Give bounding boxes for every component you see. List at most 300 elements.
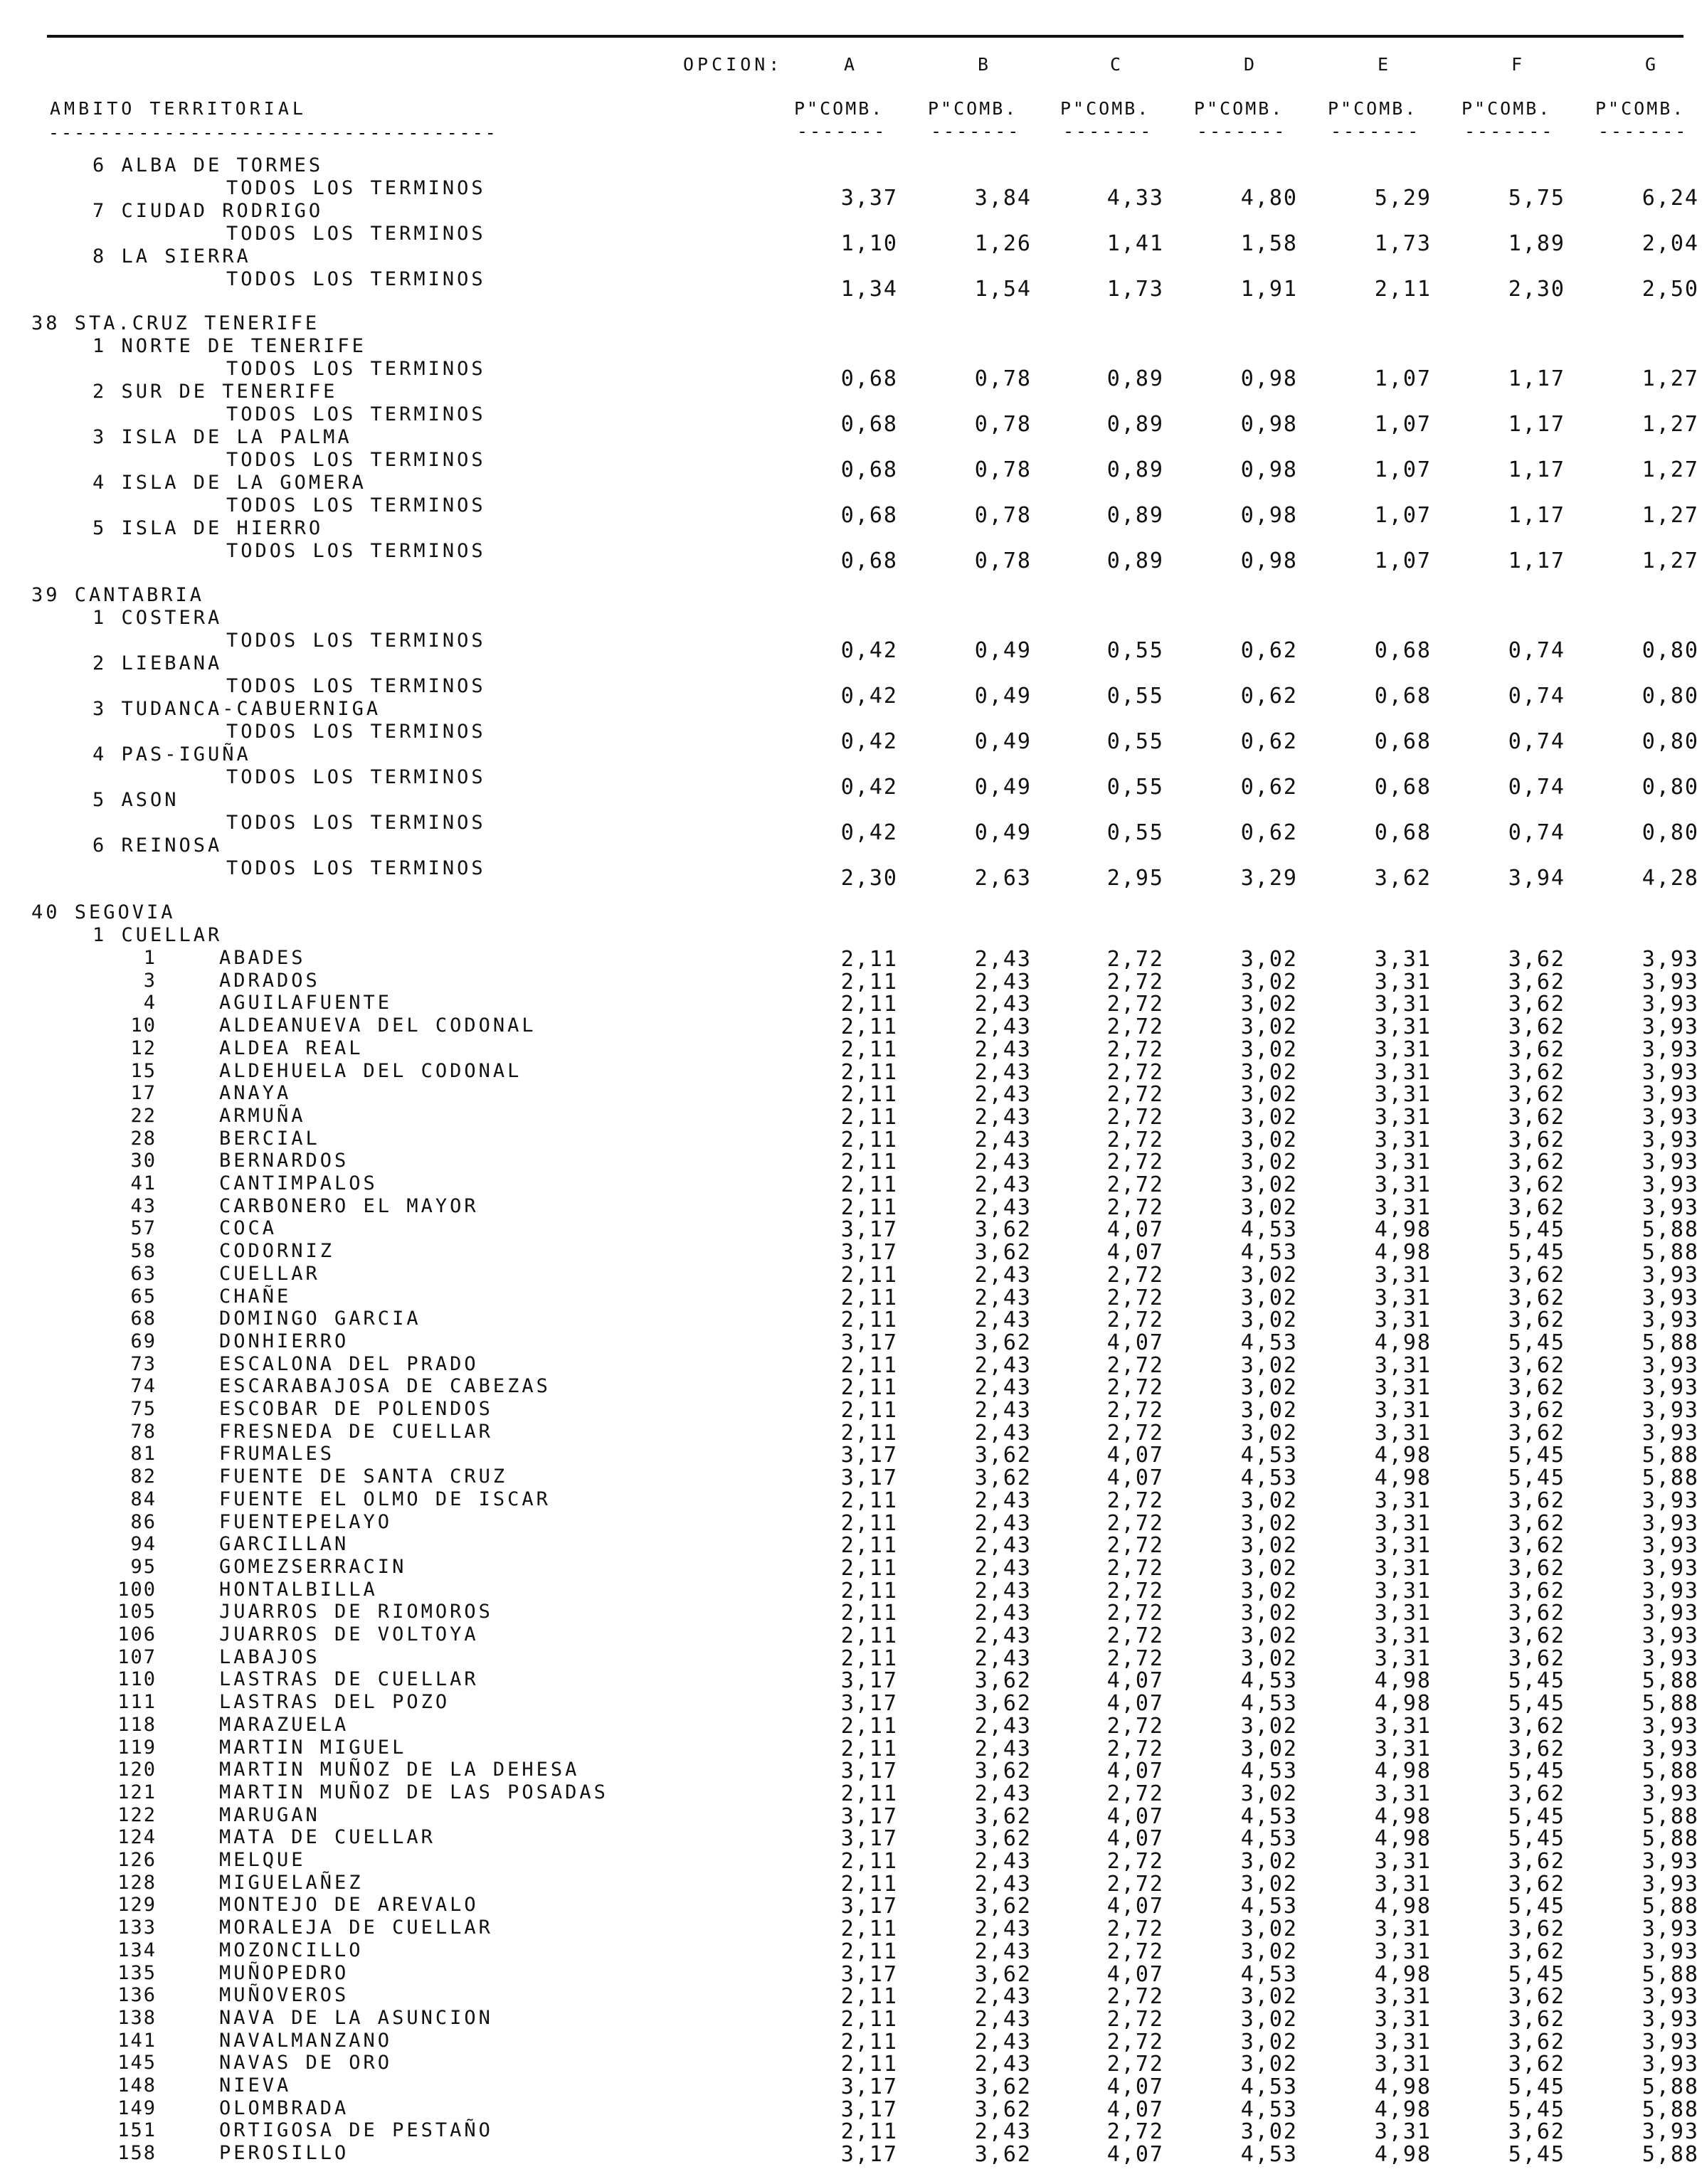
cell-value-g: 3,93 — [1642, 1488, 1699, 1513]
table-row — [0, 970, 1702, 993]
cell-value-a: 2,11 — [840, 1127, 898, 1152]
comarca-heading: 5 ISLA DE HIERRO — [92, 517, 324, 539]
cell-value-e: 3,31 — [1374, 2029, 1432, 2055]
cell-value-f: 5,45 — [1508, 2142, 1565, 2168]
cell-value-b: 2,43 — [974, 1037, 1032, 1062]
cell-value-e: 4,98 — [1374, 1240, 1432, 1266]
table-row — [0, 2052, 1702, 2075]
cell-value-b: 2,43 — [974, 1014, 1032, 1040]
cell-value-d: 4,53 — [1240, 1826, 1298, 1852]
cell-value-e: 1,73 — [1374, 231, 1432, 256]
cell-value-c: 2,72 — [1106, 1308, 1164, 1333]
municipality-name: ARMUÑA — [219, 1104, 306, 1127]
table-row — [0, 1286, 1702, 1309]
province-heading: 39 CANTABRIA — [31, 584, 205, 606]
comarca-heading: 6 REINOSA — [92, 834, 223, 857]
cell-value-f: 0,74 — [1508, 638, 1565, 663]
row-label: TODOS LOS TERMINOS — [226, 268, 486, 290]
cell-value-c: 0,89 — [1106, 366, 1164, 391]
table-row — [0, 1782, 1702, 1805]
cell-value-a: 3,17 — [840, 1465, 898, 1491]
cell-value-a: 2,30 — [840, 866, 898, 891]
table-row — [0, 812, 1702, 845]
table-row — [0, 2120, 1702, 2143]
table-row — [0, 1015, 1702, 1038]
cell-value-d: 3,02 — [1240, 1194, 1298, 1220]
col-label-g: P"COMB. — [1595, 98, 1686, 119]
cell-value-g: 5,88 — [1642, 1826, 1699, 1852]
cell-value-a: 0,42 — [840, 638, 898, 663]
cell-value-b: 0,78 — [974, 503, 1032, 528]
cell-value-e: 3,31 — [1374, 969, 1432, 995]
municipality-number: 122 — [117, 1803, 157, 1826]
cell-value-d: 3,02 — [1240, 1555, 1298, 1581]
municipality-number: 128 — [117, 1871, 157, 1894]
row-label: TODOS LOS TERMINOS — [226, 812, 486, 834]
municipality-number: 135 — [117, 1961, 157, 1984]
cell-value-d: 4,53 — [1240, 1759, 1298, 1784]
cell-value-e: 0,68 — [1374, 820, 1432, 845]
cell-value-e: 3,31 — [1374, 1555, 1432, 1581]
cell-value-d: 0,62 — [1240, 638, 1298, 663]
municipality-name: JUARROS DE VOLTOYA — [219, 1623, 479, 1645]
row-label: TODOS LOS TERMINOS — [226, 223, 486, 245]
cell-value-b: 0,78 — [974, 548, 1032, 573]
cell-value-c: 2,72 — [1106, 992, 1164, 1017]
municipality-name: FRUMALES — [219, 1443, 335, 1465]
cell-value-f: 5,45 — [1508, 1240, 1565, 1266]
cell-value-f: 3,62 — [1508, 1352, 1565, 1378]
cell-value-a: 2,11 — [840, 1262, 898, 1288]
municipality-name: MARTIN MIGUEL — [219, 1736, 407, 1759]
cell-value-b: 3,62 — [974, 1894, 1032, 1919]
cell-value-b: 2,43 — [974, 1939, 1032, 1964]
municipality-number: 118 — [117, 1713, 157, 1736]
municipality-name: LABAJOS — [219, 1645, 320, 1668]
table-row — [0, 358, 1702, 391]
cell-value-e: 3,31 — [1374, 1871, 1432, 1897]
cell-value-e: 4,98 — [1374, 1465, 1432, 1491]
cell-value-d: 0,98 — [1240, 457, 1298, 482]
cell-value-d: 3,02 — [1240, 1871, 1298, 1897]
cell-value-a: 2,11 — [840, 1510, 898, 1536]
municipality-name: MIGUELAÑEZ — [219, 1871, 364, 1894]
cell-value-g: 3,93 — [1642, 1082, 1699, 1108]
cell-value-d: 3,29 — [1240, 866, 1298, 891]
cell-value-g: 5,88 — [1642, 1217, 1699, 1243]
cell-value-d: 0,98 — [1240, 366, 1298, 391]
option-header-e: E — [1378, 54, 1392, 75]
cell-value-g: 5,88 — [1642, 2074, 1699, 2099]
municipality-name: CHAÑE — [219, 1285, 292, 1308]
municipality-name: ANAYA — [219, 1082, 292, 1105]
cell-value-c: 0,55 — [1106, 775, 1164, 800]
cell-value-a: 3,17 — [840, 1826, 898, 1852]
table-row — [0, 1917, 1702, 1940]
municipality-number: 151 — [117, 2119, 157, 2142]
municipality-number: 17 — [130, 1082, 157, 1105]
cell-value-e: 4,98 — [1374, 1894, 1432, 1919]
cell-value-g: 3,93 — [1642, 1352, 1699, 1378]
cell-value-d: 4,53 — [1240, 1240, 1298, 1266]
municipality-number: 75 — [130, 1398, 157, 1420]
cell-value-e: 0,68 — [1374, 775, 1432, 800]
municipality-number: 141 — [117, 2029, 157, 2052]
municipality-name: FUENTE DE SANTA CRUZ — [219, 1465, 508, 1488]
municipality-name: ADRADOS — [219, 969, 320, 992]
table-row — [0, 1106, 1702, 1128]
cell-value-c: 2,72 — [1106, 1623, 1164, 1648]
cell-value-f: 5,45 — [1508, 1759, 1565, 1784]
cell-value-c: 2,72 — [1106, 1984, 1164, 2010]
cell-value-c: 2,72 — [1106, 1555, 1164, 1581]
cell-value-e: 3,31 — [1374, 1194, 1432, 1220]
cell-value-e: 3,31 — [1374, 1645, 1432, 1671]
municipality-name: DONHIERRO — [219, 1330, 349, 1352]
cell-value-f: 3,62 — [1508, 1488, 1565, 1513]
cell-value-e: 4,98 — [1374, 1691, 1432, 1717]
cell-value-g: 3,93 — [1642, 1398, 1699, 1423]
municipality-number: 158 — [117, 2142, 157, 2165]
cell-value-c: 2,72 — [1106, 1871, 1164, 1897]
cell-value-f: 3,62 — [1508, 2029, 1565, 2055]
municipality-number: 148 — [117, 2074, 157, 2096]
table-row — [0, 449, 1702, 482]
cell-value-d: 3,02 — [1240, 1104, 1298, 1130]
cell-value-f: 3,62 — [1508, 992, 1565, 1017]
cell-value-g: 3,93 — [1642, 1713, 1699, 1739]
cell-value-d: 3,02 — [1240, 1308, 1298, 1333]
cell-value-e: 3,31 — [1374, 1014, 1432, 1040]
cell-value-c: 4,07 — [1106, 1330, 1164, 1355]
municipality-name: AGUILAFUENTE — [219, 992, 393, 1014]
cell-value-a: 2,11 — [840, 1871, 898, 1897]
cell-value-e: 0,68 — [1374, 638, 1432, 663]
cell-value-a: 2,11 — [840, 1398, 898, 1423]
cell-value-e: 5,29 — [1374, 186, 1432, 211]
cell-value-e: 1,07 — [1374, 412, 1432, 437]
option-header-c: C — [1110, 54, 1125, 75]
cell-value-b: 2,43 — [974, 1917, 1032, 1942]
municipality-name: PEROSILLO — [219, 2142, 349, 2165]
cell-value-d: 3,02 — [1240, 1645, 1298, 1671]
cell-value-d: 3,02 — [1240, 1736, 1298, 1761]
municipality-name: JUARROS DE RIOMOROS — [219, 1601, 493, 1623]
municipality-number: 111 — [117, 1691, 157, 1714]
option-header-f: F — [1511, 54, 1526, 75]
cell-value-f: 3,62 — [1508, 1194, 1565, 1220]
cell-value-b: 3,62 — [974, 2074, 1032, 2099]
cell-value-d: 0,98 — [1240, 412, 1298, 437]
municipality-number: 73 — [130, 1352, 157, 1375]
cell-value-a: 2,11 — [840, 1555, 898, 1581]
cell-value-c: 2,72 — [1106, 1488, 1164, 1513]
municipality-number: 129 — [117, 1894, 157, 1917]
municipality-number: 41 — [130, 1172, 157, 1194]
cell-value-d: 3,02 — [1240, 1059, 1298, 1085]
col-label-c: P"COMB. — [1060, 98, 1151, 119]
cell-value-f: 0,74 — [1508, 684, 1565, 709]
municipality-name: MATA DE CUELLAR — [219, 1826, 435, 1849]
cell-value-e: 4,98 — [1374, 1961, 1432, 1987]
cell-value-a: 2,11 — [840, 1713, 898, 1739]
cell-value-e: 3,62 — [1374, 866, 1432, 891]
cell-value-b: 2,43 — [974, 1849, 1032, 1874]
cell-value-b: 0,49 — [974, 820, 1032, 845]
cell-value-f: 3,62 — [1508, 1398, 1565, 1423]
comarca-heading: 1 COSTERA — [92, 607, 223, 629]
cell-value-d: 3,02 — [1240, 1578, 1298, 1603]
cell-value-d: 0,98 — [1240, 548, 1298, 573]
cell-value-c: 0,89 — [1106, 548, 1164, 573]
cell-value-g: 3,93 — [1642, 1308, 1699, 1333]
cell-value-d: 0,98 — [1240, 503, 1298, 528]
cell-value-d: 3,02 — [1240, 969, 1298, 995]
comarca-heading: 2 SUR DE TENERIFE — [92, 381, 338, 403]
col-label-f: P"COMB. — [1462, 98, 1552, 119]
col-dashes-b: ------- — [931, 121, 1021, 142]
cell-value-e: 3,31 — [1374, 1398, 1432, 1423]
cell-value-f: 5,45 — [1508, 1961, 1565, 1987]
cell-value-d: 3,02 — [1240, 1623, 1298, 1648]
cell-value-c: 4,07 — [1106, 1668, 1164, 1694]
cell-value-e: 3,31 — [1374, 1104, 1432, 1130]
cell-value-a: 3,17 — [840, 1443, 898, 1468]
cell-value-f: 5,45 — [1508, 2074, 1565, 2099]
table-row — [0, 540, 1702, 573]
cell-value-f: 0,74 — [1508, 775, 1565, 800]
cell-value-c: 2,72 — [1106, 1194, 1164, 1220]
cell-value-f: 3,62 — [1508, 1127, 1565, 1152]
municipality-number: 69 — [130, 1330, 157, 1352]
cell-value-b: 2,43 — [974, 1150, 1032, 1175]
cell-value-c: 2,72 — [1106, 1578, 1164, 1603]
municipality-name: OLOMBRADA — [219, 2096, 349, 2119]
cell-value-d: 3,02 — [1240, 1082, 1298, 1108]
col-label-e: P"COMB. — [1328, 98, 1418, 119]
municipality-number: 12 — [130, 1037, 157, 1059]
row-label: TODOS LOS TERMINOS — [226, 358, 486, 380]
cell-value-b: 2,43 — [974, 1059, 1032, 1085]
cell-value-c: 4,07 — [1106, 1691, 1164, 1717]
cell-value-g: 3,93 — [1642, 1285, 1699, 1310]
cell-value-d: 3,02 — [1240, 1849, 1298, 1874]
cell-value-f: 3,62 — [1508, 1917, 1565, 1942]
cell-value-d: 3,02 — [1240, 1713, 1298, 1739]
cell-value-a: 2,11 — [840, 1736, 898, 1761]
table-row — [0, 1827, 1702, 1850]
cell-value-d: 4,53 — [1240, 1894, 1298, 1919]
table-row — [0, 1985, 1702, 2008]
cell-value-c: 2,72 — [1106, 1601, 1164, 1626]
row-label: TODOS LOS TERMINOS — [226, 721, 486, 743]
cell-value-c: 4,07 — [1106, 1759, 1164, 1784]
cell-value-a: 2,11 — [840, 2029, 898, 2055]
cell-value-b: 0,49 — [974, 775, 1032, 800]
col-dashes-c: ------- — [1063, 121, 1153, 142]
cell-value-b: 3,84 — [974, 186, 1032, 211]
cell-value-a: 0,68 — [840, 412, 898, 437]
cell-value-b: 2,43 — [974, 1623, 1032, 1648]
table-row — [0, 1196, 1702, 1219]
table-row — [0, 1850, 1702, 1872]
cell-value-f: 3,62 — [1508, 1533, 1565, 1559]
cell-value-f: 3,62 — [1508, 1262, 1565, 1288]
municipality-name: ALDEANUEVA DEL CODONAL — [219, 1014, 536, 1037]
cell-value-e: 3,31 — [1374, 992, 1432, 1017]
cell-value-a: 0,68 — [840, 503, 898, 528]
cell-value-c: 2,72 — [1106, 1172, 1164, 1197]
municipality-name: DOMINGO GARCIA — [219, 1308, 421, 1330]
cell-value-e: 3,31 — [1374, 1037, 1432, 1062]
table-row — [0, 1669, 1702, 1692]
cell-value-f: 2,30 — [1508, 277, 1565, 302]
table-row — [0, 1399, 1702, 1421]
cell-value-g: 3,93 — [1642, 1150, 1699, 1175]
cell-value-a: 2,11 — [840, 1014, 898, 1040]
cell-value-f: 5,45 — [1508, 1894, 1565, 1919]
cell-value-e: 4,98 — [1374, 1217, 1432, 1243]
ambito-label: AMBITO TERRITORIAL — [50, 98, 307, 119]
cell-value-e: 3,31 — [1374, 1849, 1432, 1874]
cell-value-f: 5,45 — [1508, 1826, 1565, 1852]
cell-value-e: 3,31 — [1374, 947, 1432, 972]
cell-value-d: 3,02 — [1240, 1601, 1298, 1626]
cell-value-b: 3,62 — [974, 1240, 1032, 1266]
cell-value-d: 3,02 — [1240, 2006, 1298, 2032]
cell-value-c: 1,41 — [1106, 231, 1164, 256]
table-row — [0, 1218, 1702, 1241]
cell-value-c: 2,72 — [1106, 1849, 1164, 1874]
municipality-number: 110 — [117, 1668, 157, 1691]
municipality-number: 86 — [130, 1510, 157, 1533]
cell-value-f: 3,62 — [1508, 2119, 1565, 2145]
cell-value-f: 3,62 — [1508, 1601, 1565, 1626]
cell-value-b: 2,43 — [974, 1984, 1032, 2010]
row-label: TODOS LOS TERMINOS — [226, 177, 486, 199]
cell-value-b: 2,43 — [974, 1533, 1032, 1559]
municipality-name: NAVALMANZANO — [219, 2029, 393, 2052]
cell-value-b: 3,62 — [974, 1826, 1032, 1852]
cell-value-a: 3,17 — [840, 1217, 898, 1243]
row-label: TODOS LOS TERMINOS — [226, 494, 486, 516]
cell-value-d: 4,53 — [1240, 2074, 1298, 2099]
cell-value-c: 2,72 — [1106, 1375, 1164, 1401]
municipality-number: 74 — [130, 1375, 157, 1398]
cell-value-a: 3,17 — [840, 2074, 898, 2099]
col-dashes-f: ------- — [1464, 121, 1555, 142]
municipality-name: NAVA DE LA ASUNCION — [219, 2006, 493, 2029]
cell-value-e: 1,07 — [1374, 366, 1432, 391]
cell-value-g: 5,88 — [1642, 1330, 1699, 1355]
cell-value-b: 2,43 — [974, 2006, 1032, 2032]
cell-value-d: 3,02 — [1240, 1037, 1298, 1062]
municipality-number: 106 — [117, 1623, 157, 1645]
cell-value-d: 0,62 — [1240, 775, 1298, 800]
cell-value-e: 3,31 — [1374, 1352, 1432, 1378]
cell-value-b: 3,62 — [974, 1803, 1032, 1829]
cell-value-d: 3,02 — [1240, 992, 1298, 1017]
cell-value-d: 3,02 — [1240, 947, 1298, 972]
cell-value-e: 3,31 — [1374, 1488, 1432, 1513]
cell-value-f: 5,45 — [1508, 2096, 1565, 2122]
cell-value-c: 0,89 — [1106, 457, 1164, 482]
cell-value-c: 4,07 — [1106, 1894, 1164, 1919]
cell-value-c: 2,72 — [1106, 969, 1164, 995]
cell-value-g: 0,80 — [1642, 820, 1699, 845]
cell-value-b: 0,78 — [974, 366, 1032, 391]
cell-value-g: 0,80 — [1642, 729, 1699, 754]
cell-value-a: 2,11 — [840, 1533, 898, 1559]
cell-value-e: 3,31 — [1374, 1420, 1432, 1446]
cell-value-e: 0,68 — [1374, 684, 1432, 709]
municipality-number: 10 — [130, 1014, 157, 1037]
table-row — [0, 1940, 1702, 1963]
cell-value-b: 2,43 — [974, 1127, 1032, 1152]
cell-value-a: 0,68 — [840, 457, 898, 482]
table-row — [0, 1240, 1702, 1266]
cell-value-g: 3,93 — [1642, 1871, 1699, 1897]
cell-value-b: 2,43 — [974, 969, 1032, 995]
table-row — [0, 1128, 1702, 1151]
table-row — [0, 948, 1702, 970]
cell-value-e: 3,31 — [1374, 2006, 1432, 2032]
cell-value-d: 0,62 — [1240, 684, 1298, 709]
table-row — [0, 1331, 1702, 1354]
cell-value-a: 3,17 — [840, 1240, 898, 1266]
cell-value-d: 3,02 — [1240, 1398, 1298, 1423]
cell-value-d: 4,53 — [1240, 1330, 1298, 1355]
cell-value-c: 4,07 — [1106, 1465, 1164, 1491]
cell-value-e: 3,31 — [1374, 1623, 1432, 1648]
cell-value-b: 2,43 — [974, 992, 1032, 1017]
cell-value-d: 4,53 — [1240, 1443, 1298, 1468]
table-row — [0, 992, 1702, 1015]
municipality-number: 126 — [117, 1849, 157, 1871]
cell-value-d: 4,53 — [1240, 1803, 1298, 1829]
cell-value-e: 3,31 — [1374, 1917, 1432, 1942]
opcion-label: OPCION: — [683, 54, 783, 75]
municipality-number: 3 — [143, 969, 157, 992]
cell-value-e: 4,98 — [1374, 2074, 1432, 2099]
cell-value-c: 2,72 — [1106, 2119, 1164, 2145]
cell-value-c: 2,72 — [1106, 1533, 1164, 1559]
table-row — [0, 1443, 1702, 1466]
cell-value-c: 2,72 — [1106, 1104, 1164, 1130]
col-dashes-g: ------- — [1598, 121, 1688, 142]
cell-value-c: 1,73 — [1106, 277, 1164, 302]
table-row — [0, 1872, 1702, 1895]
cell-value-c: 0,55 — [1106, 638, 1164, 663]
cell-value-a: 0,42 — [840, 775, 898, 800]
comarca-heading: 2 LIEBANA — [92, 652, 223, 674]
cell-value-d: 4,80 — [1240, 186, 1298, 211]
municipality-number: 63 — [130, 1262, 157, 1285]
cell-value-a: 2,11 — [840, 1375, 898, 1401]
municipality-number: 136 — [117, 1984, 157, 2007]
cell-value-c: 2,72 — [1106, 1420, 1164, 1446]
cell-value-g: 3,93 — [1642, 1555, 1699, 1581]
option-header-d: D — [1244, 54, 1259, 75]
cell-value-d: 3,02 — [1240, 1262, 1298, 1288]
cell-value-e: 3,31 — [1374, 1127, 1432, 1152]
table-row — [0, 1963, 1702, 1986]
cell-value-f: 5,45 — [1508, 1217, 1565, 1243]
cell-value-e: 3,31 — [1374, 1262, 1432, 1288]
municipality-number: 1 — [143, 947, 157, 969]
municipality-number: 119 — [117, 1736, 157, 1759]
cell-value-f: 3,62 — [1508, 1781, 1565, 1806]
